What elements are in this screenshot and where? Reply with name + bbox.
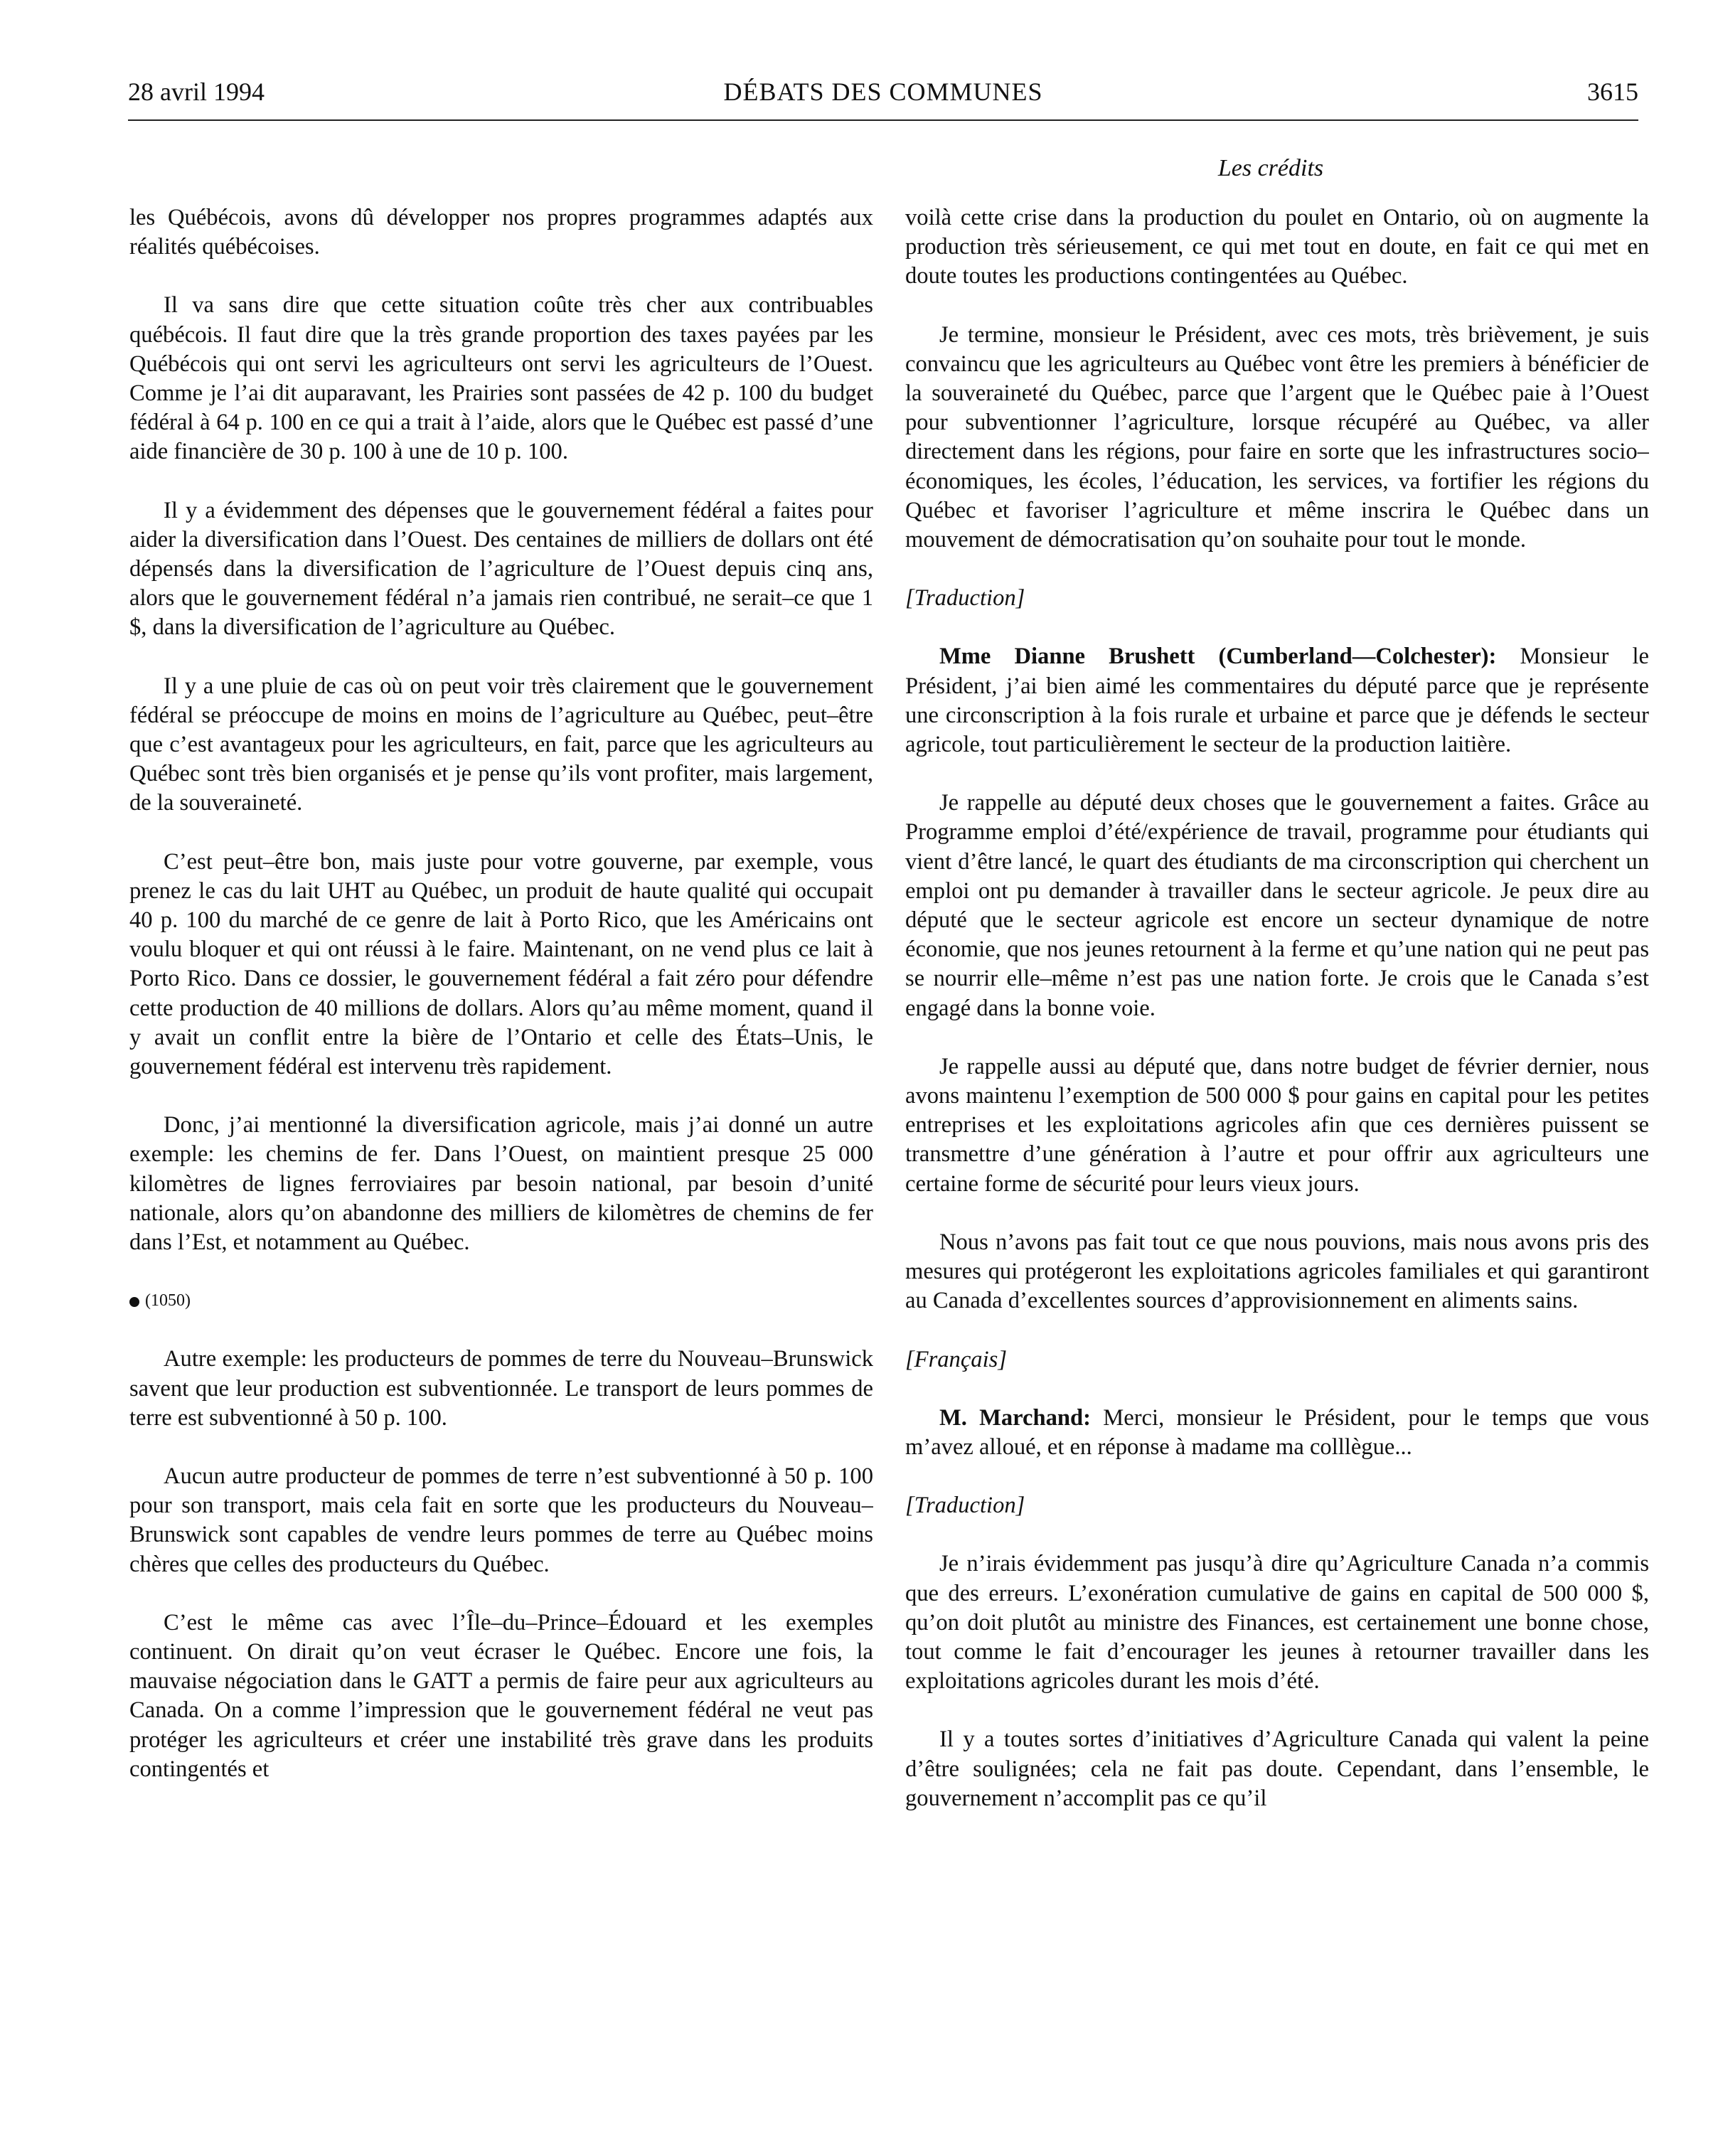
paragraph: Je rappelle aussi au député que, dans notre budget de février dernier, nous avons maintenu l’exemption de 500 000 $ pour gains en capital pour les petites entreprises et les exploitations agricoles afin que ces dernières puissent se transmettre d’une génération à l’autre et pour offrir aux agriculteurs une certaine forme de sécurité pour leurs vieux jours. xyxy=(905,1053,1649,1197)
language-tag: [Traduction] xyxy=(905,1493,1025,1519)
paragraph: Je termine, monsieur le Président, avec ces mots, très brièvement, je suis convaincu que les agriculteurs au Québec vont être les premiers à bénéficier de la souveraineté du Québec, parce que l’argent que le Québec paie à l’Ouest pour subventionner l’agriculture, lorsque récupéré au Québec, va aller directement dans les régions, pour faire en sorte que les infrastructures socio–économiques, les écoles, l’éducation, les services, va fortifier les régions du Québec et favoriser l’agriculture et même inscrira le Québec dans un mouvement de démocratisation qu’on souhaite pour tout le monde. xyxy=(905,321,1649,553)
page-number: 3615 xyxy=(1587,78,1638,106)
paragraph: Autre exemple: les producteurs de pommes de terre du Nouveau–Brunswick savent que leur production est subventionnée. Le transport de leurs pommes de terre est subventionné à 50 p. 100. xyxy=(129,1346,873,1431)
speaker-name: M. Marchand: xyxy=(939,1404,1092,1431)
publication-title: DÉBATS DES COMMUNES xyxy=(723,78,1043,106)
paragraph: Je n’irais évidemment pas jusqu’à dire qu’Agriculture Canada n’a commis que des erreurs. L’exonération cumulative de gains en capital de 500 000 $, qu’on doit plutôt au ministre des Finances, est certainement une bonne chose, tout comme le fait d’encourager les jeunes à retourner travailler dans les exploitations agricoles durant les mois d’été. xyxy=(905,1551,1649,1695)
header-rule xyxy=(128,119,1638,121)
paragraph: Il y a toutes sortes d’initiatives d’Agriculture Canada qui valent la peine d’être soulignées; cela ne fait pas doute. Cependant, dans l’ensemble, le gouvernement n’accomplit pas ce qu’il xyxy=(905,1727,1649,1811)
speech-paragraph xyxy=(905,642,1649,759)
speech-text: Monsieur le Président, j’ai bien aimé les commentaires du député parce que je représente une circonscription à la fois rurale et urbaine et parce que je défends le secteur agricole, tout particulièrement le secteur de la production laitière. xyxy=(905,644,1649,758)
paragraph: les Québécois, avons dû développer nos propres programmes adaptés aux réalités québécoises. xyxy=(129,205,873,260)
paragraph: Il y a une pluie de cas où on peut voir très clairement que le gouvernement fédéral se préoccupe de moins en moins de l’agriculture au Québec, peut–être que c’est avantageux pour les agriculteurs, en fait, parce que les agriculteurs au Québec sont très bien organisés et je pense qu’ils vont profiter, mais largement, de la souveraineté. xyxy=(129,673,873,816)
time-marker-text: (1050) xyxy=(145,1291,191,1311)
bullet-icon xyxy=(129,1297,139,1307)
time-marker xyxy=(129,1286,873,1316)
paragraph: Aucun autre producteur de pommes de terre n’est subventionné à 50 p. 100 pour son transport, mais cela fait en sorte que les producteurs du Nouveau–Brunswick sont capables de vendre leurs pommes de terre au Québec moins chères que celles des producteurs du Québec. xyxy=(129,1463,873,1577)
left-column xyxy=(129,203,873,2116)
page-header xyxy=(128,77,1638,119)
paragraph: Je rappelle au député deux choses que le gouvernement a faites. Grâce au Programme emploi d’été/expérience de travail, programme pour étudiants qui vient d’être lancé, le quart des étudiants de ma circonscription qui cherchent un emploi ont pu demander à travailler dans le secteur agricole. Je peux dire au député que le secteur agricole est encore un secteur dynamique de notre économie, que nos jeunes retournent à la ferme et qu’une nation qui ne peut pas se nourrir elle–même n’est pas une nation forte. Je crois que le Canada s’est engagé dans la bonne voie. xyxy=(905,790,1649,1021)
paragraph: Il va sans dire que cette situation coûte très cher aux contribuables québécois. Il faut dire que la très grande proportion des taxes payées par les Québécois qui ont servi les agriculteurs ont servi les agriculteurs de l’Ouest. Comme je l’ai dit auparavant, les Prairies sont passées de 42 p. 100 du budget fédéral à 64 p. 100 en ce qui a trait à l’aide, alors que le Québec est passé d’une aide financière de 30 p. 100 à une de 10 p. 100. xyxy=(129,292,873,465)
speech-text: Merci, monsieur le Président, pour le temps que vous m’avez alloué, et en réponse à madame ma colllègue... xyxy=(905,1404,1649,1460)
paragraph: C’est peut–être bon, mais juste pour votre gouverne, par exemple, vous prenez le cas du lait UHT au Québec, un produit de haute qualité qui occupait 40 p. 100 du marché de ce genre de lait à Porto Rico, que les Américains ont voulu bloquer et qui ont réussi à le faire. Maintenant, on ne vend plus ce lait à Porto Rico. Dans ce dossier, le gouvernement fédéral a fait zéro pour défendre cette production de 40 millions de dollars. Alors qu’au même moment, quand il y avait un conflit entre la bière de l’Ontario et celle des États–Unis, le gouvernement fédéral est intervenu très rapidement. xyxy=(129,848,873,1080)
paragraph: Il y a évidemment des dépenses que le gouvernement fédéral a faites pour aider la diversification dans l’Ouest. Des centaines de milliers de dollars ont été dépensés dans la diversification de l’agriculture de l’Ouest depuis cinq ans, alors que le gouvernement fédéral n’a jamais rien contribué, ne serait–ce que 1 $, dans la diversification de l’agriculture au Québec. xyxy=(129,497,873,641)
paragraph: C’est le même cas avec l’Île–du–Prince–Édouard et les exemples continuent. On dirait qu’on veut écraser le Québec. Encore une fois, la mauvaise négociation dans le GATT a permis de faire peur aux agriculteurs au Canada. On a comme l’impression que le gouvernement fédéral ne veut pas protéger les agriculteurs et créer une instabilité très grave dans les produits contingentés et xyxy=(129,1609,873,1782)
speaker-name: Mme Dianne Brushett (Cumberland—Colchester): xyxy=(939,644,1497,670)
running-head: Les crédits xyxy=(1217,155,1324,181)
language-tag: [Traduction] xyxy=(905,585,1025,612)
header-date: 28 avril 1994 xyxy=(128,78,265,106)
paragraph: Nous n’avons pas fait tout ce que nous pouvions, mais nous avons pris des mesures qui protégeront les exploitations agricoles familiales et qui garantiront au Canada d’excellentes sources d’approvisionnement en aliments sains. xyxy=(905,1229,1649,1314)
right-column xyxy=(905,203,1649,2116)
language-tag: [Français] xyxy=(905,1346,1007,1372)
paragraph: voilà cette crise dans la production du poulet en Ontario, où on augmente la production très sérieusement, ce qui met tout en doute, en fait ce qui met en doute toutes les productions contingentées au Québec. xyxy=(905,205,1649,289)
speech-paragraph xyxy=(905,1404,1649,1462)
paragraph: Donc, j’ai mentionné la diversification agricole, mais j’ai donné un autre exemple: les chemins de fer. Dans l’Ouest, on maintient presque 25 000 kilomètres de lignes ferroviaires par besoin national, par besoin d’unité nationale, alors qu’on abandonne des milliers de kilomètres de chemins de fer dans l’Est, et notamment au Québec. xyxy=(129,1112,873,1256)
